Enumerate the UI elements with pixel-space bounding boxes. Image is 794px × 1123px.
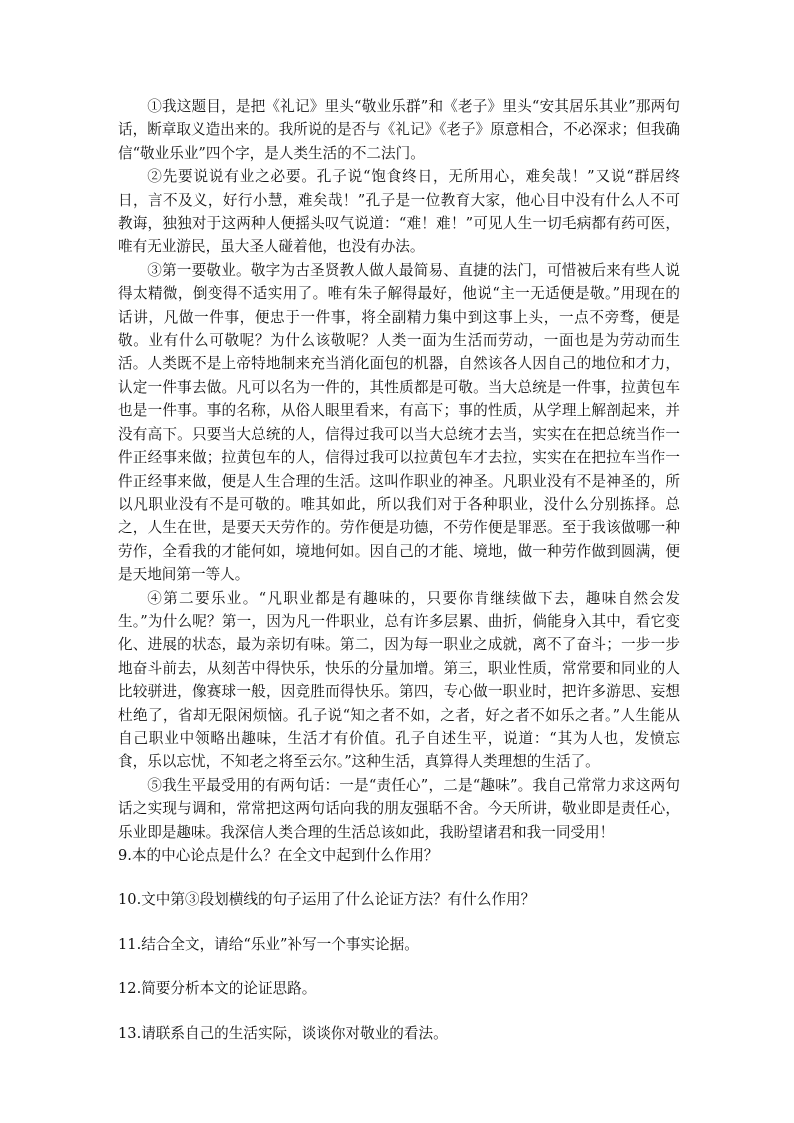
question-9: 9.本的中心论点是什么？在全文中起到什么作用？: [118, 847, 439, 864]
question-13: 13.请联系自己的生活实际，谈谈你对敬业的看法。: [118, 1024, 448, 1042]
question-10: 10.文中第③段划横线的句子运用了什么论证方法？有什么作用？: [118, 891, 536, 909]
question-12: 12.简要分析本文的论证思路。: [118, 980, 317, 998]
question-11: 11.结合全文，请给“乐业”补写一个事实论据。: [118, 935, 419, 953]
paragraph-3: ③第一要敬业。敬字为古圣贤教人做人最简易、直捷的法门，可惜被后来有些人说得太精微，倒变得不适实用了。唯有朱子解得最好，他说“主一无适便是敬。”用现在的话讲，凡做一件事，便忠于一件事，将全副精力集中到这事上头，一点不旁骛，便是敬。业有什么可敬呢？为什么该敬呢？人类一面为生活而劳动，一面也是为劳动而生活。人类既不是上帝特地制来充当消化面包的机器，自然该各人因自己的地位和才力，认定一件事去做。凡可以名为一件的，其性质都是可敬。当大总统是一件事，拉黄包车也是一件事。事的名称，从俗人眼里看来，有高下；事的性质，从学理上解剖起来，并没有高下。只要当大总统的人，信得过我可以当大总统才去当，实实在在把总统当作一件正经事来做；拉黄包车的人，信得过我可以拉黄包车才去拉，实实在在把拉车当作一件正经事来做，便是人生合理的生活。这叫作职业的神圣。凡职业没有不是神圣的，所以凡职业没有不是可敬的。唯其如此，所以我们对于各种职业，没什么分别拣择。总之，人生在世，是要天天劳作的。劳作便是功德，不劳作便是罪恶。至于我该做哪一种劳作，全看我的才能何如，境地何如。因自己的才能、境地，做一种劳作做到圆满，便是天地间第一等人。: [118, 261, 680, 584]
paragraph-4: ④第二要乐业。“凡职业都是有趣味的，只要你肯继续做下去，趣味自然会发生。”为什么呢？第一，因为凡一件职业，总有许多层累、曲折，倘能身入其中，看它变化、进展的状态，最为亲切有味。第二，因为每一职业之成就，离不了奋斗；一步一步地奋斗前去，从刻苦中得快乐，快乐的分量加增。第三，职业性质，常常要和同业的人比较骈进，像赛球一般，因竞胜而得快乐。第四，专心做一职业时，把许多游思、妄想杜绝了，省却无限闲烦恼。孔子说“知之者不如，之者，好之者不如乐之者。”人生能从自己职业中领略出趣味，生活才有价值。孔子自述生平，说道：“其为人也，发愤忘食，乐以忘忧，不知老之将至云尔。”这种生活，真算得人类理想的生活了。: [118, 589, 680, 771]
paragraph-1: ①我这题目，是把《礼记》里头“敬业乐群”和《老子》里头“安其居乐其业”那两句话，断章取义造出来的。我所说的是否与《礼记》《老子》原意相合，不必深求；但我确信“敬业乐业”四个字，是人类生活的不二法门。: [118, 98, 680, 162]
paragraph-2: ②先要说说有业之必要。孔子说“饱食终日，无所用心，难矣哉！”又说“群居终日，言不及义，好行小慧，难矣哉！”孔子是一位教育大家，他心目中没有什么人不可教诲，独独对于这两种人便摇头叹气说道：“难！难！”可见人生一切毛病都有药可医，唯有无业游民，虽大圣人碰着他，也没有办法。: [118, 168, 680, 256]
document-page: [118, 95, 680, 1045]
paragraph-5: ⑤我生平最受用的有两句话：一是“责任心”，二是“趣味”。我自己常常力求这两句话之实现与调和，常常把这两句话向我的朋友强聒不舍。今天所讲，敬业即是责任心，乐业即是趣味。我深信人类合理的生活总该如此，我盼望诸君和我一同受用！: [118, 776, 680, 841]
